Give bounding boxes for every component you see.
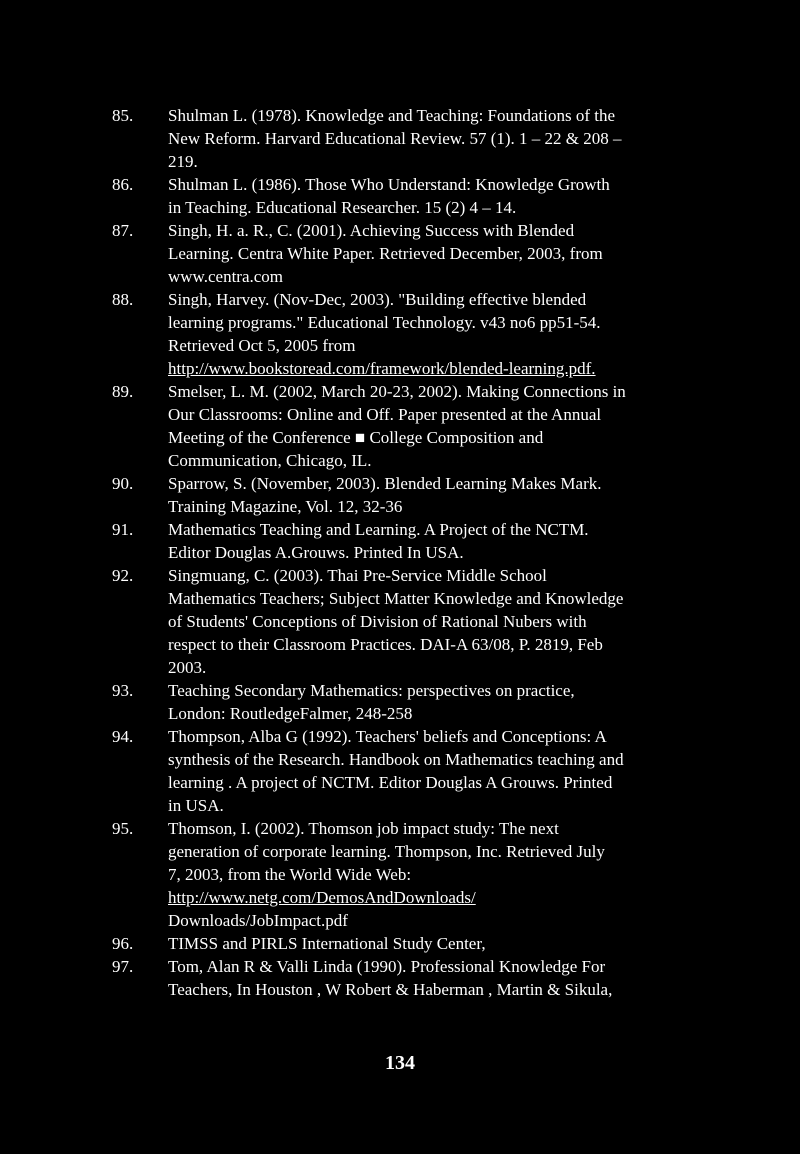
reference-line: 219.: [168, 152, 198, 171]
reference-line: learning programs." Educational Technology. v43 no6 pp51-54.: [168, 313, 601, 332]
reference-line: of Students' Conceptions of Division of Rational Nubers with: [168, 612, 587, 631]
reference-line: 7, 2003, from the World Wide Web:: [168, 865, 412, 884]
reference-number: 94.: [112, 727, 134, 746]
reference-line: Thompson, Alba G (1992). Teachers' beliefs and Conceptions: A: [168, 727, 607, 746]
reference-line: learning . A project of NCTM. Editor Douglas A Grouws. Printed: [168, 773, 613, 792]
reference-line: Singh, Harvey. (Nov-Dec, 2003). "Building effective blended: [168, 290, 587, 309]
reference-list: [112, 104, 712, 1001]
reference-entry: [112, 288, 712, 380]
reference-line: www.centra.com: [168, 267, 284, 286]
reference-link[interactable]: http://www.bookstoread.com/framework/blended-learning.pdf.: [168, 359, 596, 378]
reference-line: Our Classrooms: Online and Off. Paper presented at the Annual: [168, 405, 602, 424]
reference-entry: [112, 679, 712, 725]
reference-entry: [112, 955, 712, 1001]
reference-number: 85.: [112, 106, 134, 125]
reference-line: synthesis of the Research. Handbook on Mathematics teaching and: [168, 750, 624, 769]
reference-line: Editor Douglas A.Grouws. Printed In USA.: [168, 543, 464, 562]
reference-entry: [112, 564, 712, 679]
reference-entry: [112, 219, 712, 288]
reference-line: 2003.: [168, 658, 207, 677]
page-number: 134: [385, 1052, 415, 1074]
reference-line: London: RoutledgeFalmer, 248-258: [168, 704, 413, 723]
reference-line: Singh, H. a. R., C. (2001). Achieving Success with Blended: [168, 221, 575, 240]
reference-entry: [112, 817, 712, 932]
reference-entry: [112, 472, 712, 518]
reference-number: 97.: [112, 957, 134, 976]
reference-line: Communication, Chicago, IL.: [168, 451, 372, 470]
reference-line: Shulman L. (1986). Those Who Understand: Knowledge Growth: [168, 175, 610, 194]
reference-line: Mathematics Teaching and Learning. A Project of the NCTM.: [168, 520, 589, 539]
reference-number: 93.: [112, 681, 134, 700]
reference-number: 89.: [112, 382, 134, 401]
reference-line: Training Magazine, Vol. 12, 32-36: [168, 497, 403, 516]
reference-entry: [112, 380, 712, 472]
reference-link[interactable]: http://www.netg.com/DemosAndDownloads/: [168, 888, 476, 907]
reference-number: 87.: [112, 221, 134, 240]
reference-entry: [112, 725, 712, 817]
reference-number: 88.: [112, 290, 134, 309]
reference-line: in USA.: [168, 796, 224, 815]
reference-number: 96.: [112, 934, 134, 953]
reference-line: Sparrow, S. (November, 2003). Blended Learning Makes Mark.: [168, 474, 602, 493]
reference-line: in Teaching. Educational Researcher. 15 (2) 4 – 14.: [168, 198, 517, 217]
reference-entry: [112, 104, 712, 173]
reference-number: 91.: [112, 520, 134, 539]
reference-entry: [112, 932, 712, 955]
reference-number: 86.: [112, 175, 134, 194]
reference-line: respect to their Classroom Practices. DAI-A 63/08, P. 2819, Feb: [168, 635, 603, 654]
reference-line: generation of corporate learning. Thompson, Inc. Retrieved July: [168, 842, 605, 861]
reference-line: New Reform. Harvard Educational Review. 57 (1). 1 – 22 & 208 –: [168, 129, 622, 148]
reference-line: Meeting of the Conference ■ College Composition and: [168, 428, 544, 447]
reference-line: Smelser, L. M. (2002, March 20-23, 2002). Making Connections in: [168, 382, 626, 401]
reference-line: Learning. Centra White Paper. Retrieved December, 2003, from: [168, 244, 603, 263]
reference-line: Teaching Secondary Mathematics: perspectives on practice,: [168, 681, 575, 700]
reference-number: 95.: [112, 819, 134, 838]
reference-line: Downloads/JobImpact.pdf: [168, 911, 348, 930]
reference-line: Tom, Alan R & Valli Linda (1990). Professional Knowledge For: [168, 957, 606, 976]
reference-line: Teachers, In Houston , W Robert & Haberman , Martin & Sikula,: [168, 980, 613, 999]
reference-number: 92.: [112, 566, 134, 585]
reference-entry: [112, 518, 712, 564]
reference-line: Shulman L. (1978). Knowledge and Teaching: Foundations of the: [168, 106, 616, 125]
reference-line: Retrieved Oct 5, 2005 from: [168, 336, 356, 355]
reference-line: Singmuang, C. (2003). Thai Pre-Service Middle School: [168, 566, 547, 585]
reference-line: Thomson, I. (2002). Thomson job impact study: The next: [168, 819, 559, 838]
reference-line: Mathematics Teachers; Subject Matter Knowledge and Knowledge: [168, 589, 624, 608]
reference-line: TIMSS and PIRLS International Study Center,: [168, 934, 486, 953]
reference-number: 90.: [112, 474, 134, 493]
reference-entry: [112, 173, 712, 219]
